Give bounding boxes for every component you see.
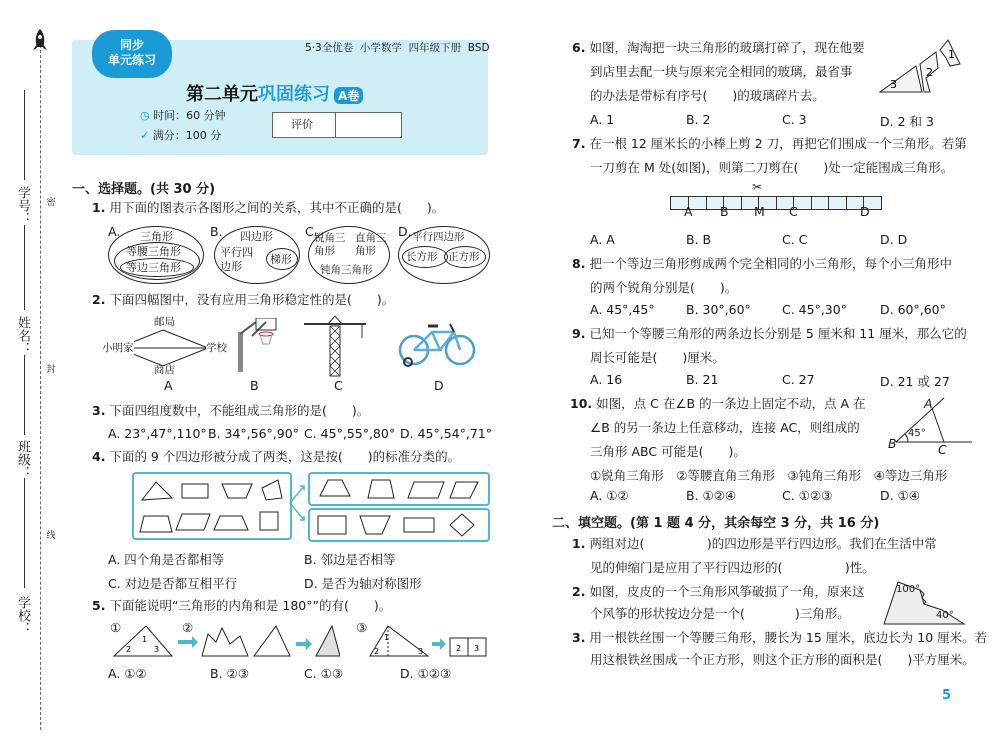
q1-a-item3: 等边三角形 (126, 261, 181, 274)
q10-choices: ①锐角三角形 ②等腰直角三角形 ③钝角三角形 ④等边三角形 (590, 468, 948, 483)
q5-option-d: D. ①②③ (400, 666, 452, 681)
q2-label-a: A (164, 378, 173, 393)
q1-num: 1. (92, 200, 106, 215)
evaluation-box (272, 112, 402, 138)
svg-text:3: 3 (474, 644, 480, 653)
name-line (24, 225, 25, 310)
s2-q3-line2: 用这根铁丝围成一个正方形，则这个正方形的面积是( )平方厘米。 (590, 652, 975, 667)
student-id-label: 学号： (15, 186, 30, 225)
q3-option-d: D. 45°,54°,71° (400, 426, 492, 441)
s2-q3-line1 (572, 630, 987, 646)
q4-option-c: C. 对边是否都互相平行 (108, 576, 238, 591)
q2-map-school: 学校 (206, 342, 227, 354)
svg-text:2: 2 (926, 66, 933, 79)
title-prefix: 第二单元 (186, 84, 258, 105)
q9-option-b: B. 21 (686, 372, 719, 387)
q1-option-a-label: A. (108, 224, 121, 239)
q5-option-b: B. ②③ (210, 666, 249, 681)
q3-option-b: B. 34°,56°,90° (208, 426, 299, 441)
q3-num: 3. (92, 403, 106, 418)
svg-text:3: 3 (890, 78, 897, 91)
q3-option-c: C. 45°,55°,80° (304, 426, 396, 441)
q4-option-d: D. 是否为轴对称图形 (304, 576, 422, 591)
q8-option-b: B. 30°,60° (686, 302, 751, 317)
q1-a-item1: 三角形 (140, 230, 173, 243)
q10-option-b: B. ①②④ (686, 488, 737, 503)
section1-heading: 一、选择题。(共 30 分) (72, 182, 216, 197)
check-icon: ✓ (140, 129, 153, 142)
q10-fig-angle: 45° (908, 428, 926, 439)
q6-option-c: C. 3 (782, 112, 807, 127)
title-tag: A卷 (334, 87, 363, 104)
q5-text: 下面能说明“三角形的内角和是 180°”的有( )。 (109, 598, 392, 613)
rocket-icon (30, 28, 50, 58)
s2-q2-text1: 如图，皮皮的一个三角形风筝破损了一角，原来这 (589, 584, 865, 599)
scissors-icon: ✂ (752, 180, 763, 194)
q6-line1 (572, 40, 864, 56)
q2-stem (92, 292, 394, 308)
q7-option-b: B. B (686, 232, 712, 247)
grade: 四年级下册 (408, 42, 462, 54)
svg-text:2: 2 (126, 645, 132, 654)
q9-option-c: C. 27 (782, 372, 815, 387)
q1-a-item2: 等腰三角形 (126, 245, 181, 258)
q6-line2: 到店里去配一块与原来完全相同的玻璃，最省事 (590, 64, 853, 79)
q2-map-home: 小明家 (102, 342, 134, 354)
q2-map-figure (102, 316, 228, 376)
q6-option-a: A. 1 (590, 112, 615, 127)
bicycle-figure (398, 322, 478, 372)
q1-stem (92, 200, 444, 216)
q10-num: 10. (570, 396, 593, 411)
s2-q1-text1: 两组对边( )的四边形是平行四边形。我们在生活中常 (589, 536, 937, 551)
q8-num: 8. (572, 256, 586, 271)
svg-text:2: 2 (374, 647, 380, 656)
q7-option-c: C. C (782, 232, 808, 247)
q6-line3: 的办法是带标有序号( )的玻璃碎片去。 (590, 88, 825, 103)
q1-d-item3: 正方形 (448, 251, 480, 263)
clock-icon: ◷ (140, 109, 154, 122)
q5-num: 5. (92, 598, 106, 613)
q5-fig2 (250, 624, 340, 662)
q4-group2-box (308, 508, 490, 542)
cut-mark-xian: 线 (46, 531, 56, 541)
q4-arrows (288, 478, 308, 532)
svg-text:1: 1 (384, 633, 390, 642)
q10-fig-b: B (888, 436, 897, 451)
tower-crane-figure (302, 314, 368, 382)
q5-option-c: C. ①③ (304, 666, 344, 681)
class-line (24, 355, 25, 435)
score-info (140, 128, 221, 144)
q6-option-b: B. 2 (686, 112, 711, 127)
q2-label-d: D (434, 378, 444, 393)
binding-dashed-line (40, 30, 41, 730)
page-title (186, 80, 363, 106)
q4-stem (92, 449, 460, 465)
q3-text: 下面四组度数中，不能组成三角形的是( )。 (109, 403, 370, 418)
q8-option-a: A. 45°,45° (590, 302, 655, 317)
q1-c-item1: 锐角三角形 (314, 232, 346, 257)
q4-num: 4. (92, 449, 106, 464)
q5-stem (92, 598, 391, 614)
q9-line1 (572, 326, 967, 342)
q1-option-d-label: D. (398, 224, 412, 239)
q4-source-box (132, 472, 292, 540)
kite-angle1: 100° (896, 584, 921, 595)
kite-figure (880, 580, 966, 626)
q7-ruler-b: B (720, 204, 729, 219)
q1-b-item3: 梯形 (270, 253, 292, 266)
basketball-hoop-figure (232, 318, 282, 378)
s2-q1-line2: 见的伸缩门是应用了平行四边形的( )性。 (590, 560, 875, 575)
q2-num: 2. (92, 292, 106, 307)
q10-line1 (570, 396, 866, 412)
title-highlight: 巩固练习 (258, 84, 330, 105)
q7-option-a: A. A (590, 232, 615, 247)
q10-option-c: C. ①②③ (782, 488, 833, 503)
s2-q2-line2: 个风筝的形状按边分是一个( )三角形。 (590, 606, 850, 621)
student-id-line (24, 90, 25, 180)
q3-option-a: A. 23°,47°,110° (108, 426, 207, 441)
q1-option-c-label: C. (305, 224, 318, 239)
q5-fig1-label: ① (110, 620, 122, 635)
q7-line2: 一刀剪在 M 处(如图)，则第二刀剪在( )处一定能围成三角形。 (590, 160, 954, 175)
q8-line2: 的两个锐角分别是( )。 (590, 280, 738, 295)
q10-fig-a: A (924, 396, 933, 411)
s2-q3-num: 3. (572, 630, 586, 645)
svg-text:1: 1 (948, 48, 955, 61)
kite-angle2: 40° (936, 610, 954, 621)
series-badge: 同步 单元练习 (92, 30, 172, 78)
q2-label-c: C (334, 378, 343, 393)
q5-fig2-label: ② (182, 620, 194, 635)
q7-num: 7. (572, 136, 586, 151)
q10-option-a: A. ①② (590, 488, 629, 503)
svg-text:2: 2 (456, 644, 462, 653)
name-label: 姓名： (15, 316, 30, 355)
s2-q3-text1: 用一根铁丝围一个等腰三角形，腰长为 15 厘米，底边长为 10 厘米。若 (589, 630, 988, 645)
q2-map-post: 邮局 (154, 316, 175, 328)
q1-c-item2: 直角三角形 (355, 232, 387, 257)
svg-text:3: 3 (154, 645, 160, 654)
s2-q2-num: 2. (572, 584, 586, 599)
q6-broken-glass-figure (876, 38, 966, 98)
q4-group1-box (308, 472, 490, 506)
q10-option-d: D. ①④ (880, 488, 920, 503)
edition: BSD (467, 42, 490, 54)
q8-option-d: D. 60°,60° (880, 302, 946, 317)
time-text: 时间：60 分钟 (153, 109, 226, 122)
q10-text1: 如图，点 C 在∠B 的一条边上固定不动，点 A 在 (596, 396, 866, 411)
q7-ruler-c: C (789, 204, 798, 219)
q2-map-shop: 商店 (154, 364, 175, 376)
q6-text1: 如图，淘淘把一块三角形的玻璃打碎了，现在他要 (589, 40, 865, 55)
q9-option-a: A. 16 (590, 372, 623, 387)
series-info (305, 40, 490, 56)
q1-b-item2: 平行四边形 (220, 246, 253, 273)
q10-fig-c: C (938, 442, 947, 457)
q5-fig3 (368, 624, 488, 662)
q5-option-a: A. ①② (108, 666, 147, 681)
s2-q1-num: 1. (572, 536, 586, 551)
q4-option-a: A. 四个角是否都相等 (108, 552, 225, 567)
page-number: 5 (942, 688, 952, 703)
q8-option-c: C. 45°,30° (782, 302, 847, 317)
q2-text: 下面四幅图中，没有应用三角形稳定性的是( )。 (109, 292, 395, 307)
q1-c-item3: 钝角三角形 (320, 264, 373, 276)
school-label: 学校： (15, 596, 30, 635)
q7-ruler (670, 196, 882, 210)
q1-d-item1: 平行四边形 (412, 231, 465, 243)
q7-ruler-a: A (684, 204, 693, 219)
q8-text1: 把一个等边三角形剪成两个完全相同的小三角形，每个小三角形中 (589, 256, 952, 271)
svg-text:1: 1 (142, 635, 148, 644)
q7-ruler-m: M (754, 204, 765, 219)
q8-line1 (572, 256, 952, 272)
q1-b-item1: 四边形 (240, 230, 273, 243)
q7-option-d: D. D (880, 232, 908, 247)
q10-line2: ∠B 的另一条边上任意移动，连接 AC，则组成的 (590, 420, 860, 435)
section2-heading: 二、填空题。(第 1 题 4 分，其余每空 3 分，共 16 分) (552, 516, 880, 531)
s2-q2-line1 (572, 584, 864, 600)
q3-stem (92, 403, 369, 419)
q2-label-b: B (250, 378, 259, 393)
q5-fig3-label: ③ (356, 620, 368, 635)
svg-text:3: 3 (418, 647, 424, 656)
q10-angle-figure (886, 394, 976, 456)
cut-mark-feng: 封 (46, 365, 56, 375)
q9-num: 9. (572, 326, 586, 341)
score-text: 满分：100 分 (152, 129, 222, 142)
q4-text: 下面的 9 个四边形被分成了两类，这是按( )的标准分类的。 (109, 449, 461, 464)
q6-num: 6. (572, 40, 586, 55)
q4-option-b: B. 邻边是否相等 (304, 552, 396, 567)
series-name: 5·3全优卷 (305, 42, 354, 54)
cut-mark-mi: 密 (46, 198, 56, 208)
q9-text1: 已知一个等腰三角形的两条边长分别是 5 厘米和 11 厘米，那么它的 (589, 326, 967, 341)
subject: 小学数学 (359, 42, 402, 54)
q1-option-b-label: B. (210, 224, 223, 239)
q1-text: 用下面的图表示各图形之间的关系，其中不正确的是( )。 (109, 200, 445, 215)
school-line (24, 478, 25, 588)
q7-line1 (572, 136, 967, 152)
time-info (140, 108, 226, 124)
q9-line2: 周长可能是( )厘米。 (590, 350, 725, 365)
q9-option-d: D. 21 或 27 (880, 374, 950, 389)
q1-d-item2: 长方形 (406, 251, 438, 263)
q7-ruler-d: D (860, 204, 870, 219)
q10-line3: 三角形 ABC 可能是( )。 (590, 444, 746, 459)
s2-q1-line1 (572, 536, 937, 552)
q7-text1: 在一根 12 厘米长的小棒上剪 2 刀，再把它们围成一个三角形。若第 (589, 136, 967, 151)
q6-option-d: D. 2 和 3 (880, 114, 934, 129)
eval-label: 评价 (291, 118, 313, 131)
class-label: 班级： (15, 440, 30, 479)
